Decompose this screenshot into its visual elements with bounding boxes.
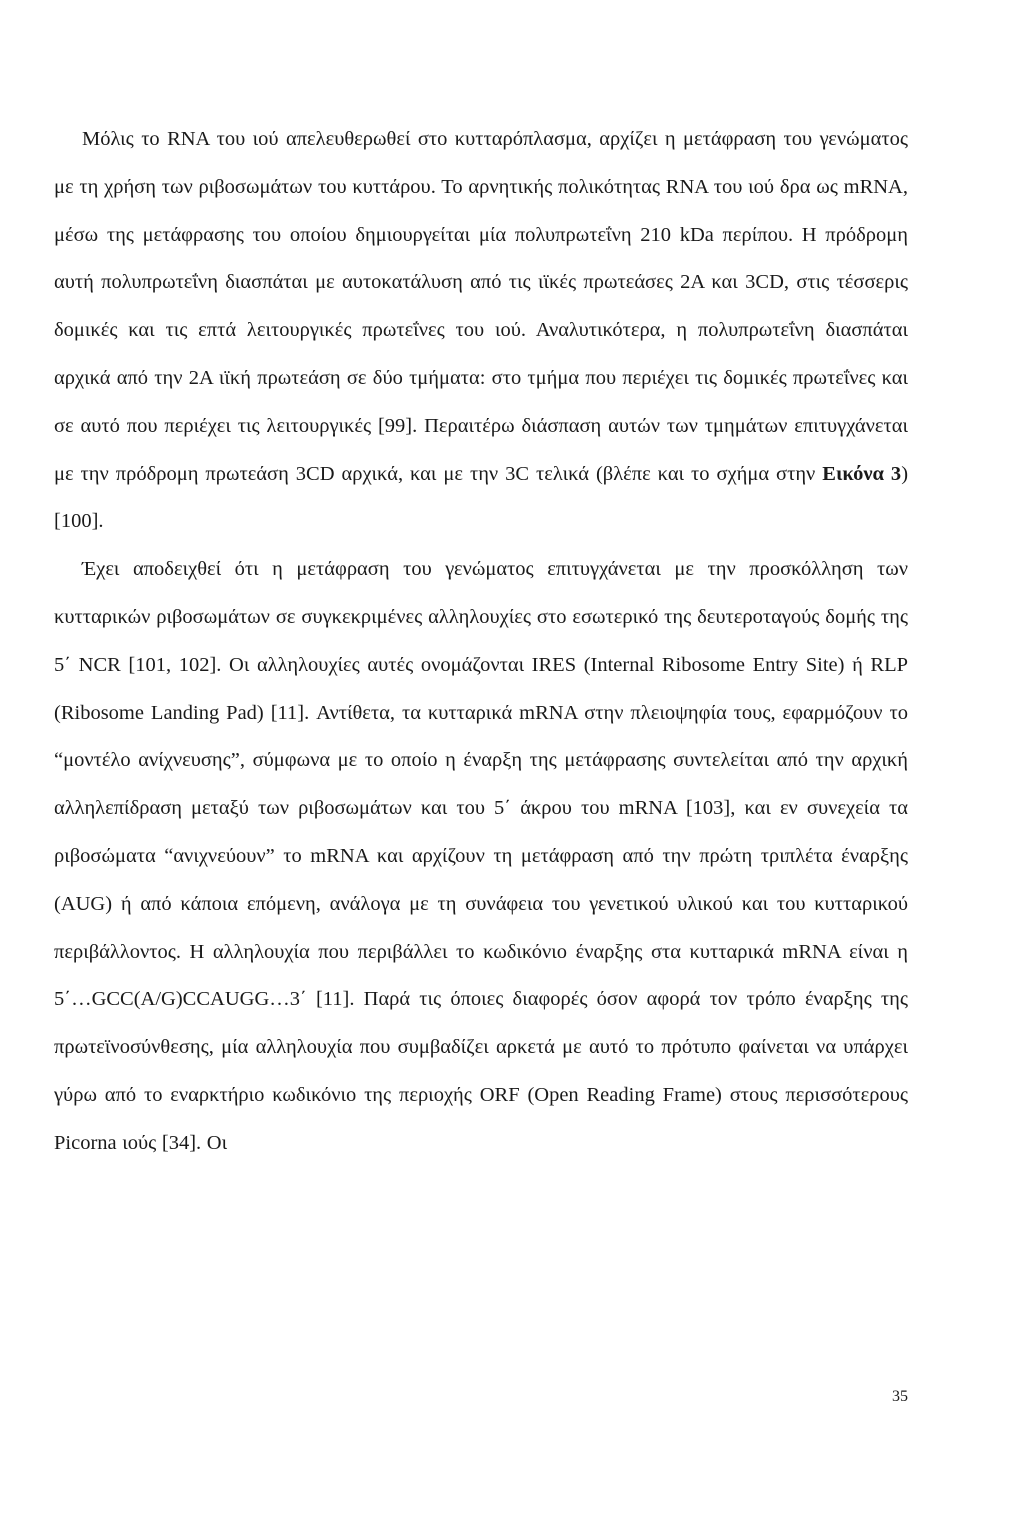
document-page: [54, 116, 908, 1168]
paragraph-1-ending: ) [100].: [54, 462, 909, 533]
paragraph-1: [54, 116, 908, 546]
figure-reference: Εικόνα 3: [822, 462, 902, 485]
page-number: 35: [892, 1388, 908, 1405]
paragraph-1-text: Μόλις το RNA του ιού απελευθερωθεί στο κυτταρόπλασμα, αρχίζει η μετάφραση του γενώματος με τη χρήση των ριβοσωμάτων του κυττάρου. Το αρνητικής πολικότητας RNA του ιού δρα ως mRNA, μέσω της μετάφρασης του οποίου δημιουργείται μία πολυπρωτεΐνη 210 kDa περίπου. Η πρόδρομη αυτή πολυπρωτεΐνη διασπάται με αυτοκατάλυση από τις ιϊκές πρωτεάσες 2A και 3CD, στις τέσσερις δομικές και τις επτά λειτουργικές πρωτεΐνες του ιού. Αναλυτικότερα, η πολυπρωτεΐνη διασπάται αρχικά από την 2A ιϊκή πρωτεάση σε δύο τμήματα: στο τμήμα που περιέχει τις δομικές πρωτεΐνες και σε αυτό που περιέχει τις λειτουργικές [99]. Περαιτέρω διάσπαση αυτών των τμημάτων επιτυγχάνεται με την πρόδρομη πρωτεάση 3CD αρχικά, και με την 3C τελικά (βλέπε και το σχήμα στην: [54, 128, 908, 485]
paragraph-2: Έχει αποδειχθεί ότι η μετάφραση του γενώματος επιτυγχάνεται με την προσκόλληση των κυτταρικών ριβοσωμάτων σε συγκεκριμένες αλληλουχίες στο εσωτερικό της δευτεροταγούς δομής της 5΄ NCR [101, 102]. Οι αλληλουχίες αυτές ονομάζονται IRES (Internal Ribosome Entry Site) ή RLP (Ribosome Landing Pad) [11]. Αντίθετα, τα κυτταρικά mRNA στην πλειοψηφία τους, εφαρμόζουν το “μοντέλο ανίχνευσης”, σύμφωνα με το οποίο η έναρξη της μετάφρασης συντελείται από την αρχική αλληλεπίδραση μεταξύ των ριβοσωμάτων και του 5΄ άκρου του mRNA [103], και εν συνεχεία τα ριβοσώματα “ανιχνεύουν” το mRNA και αρχίζουν τη μετάφραση από την πρώτη τριπλέτα έναρξης (AUG) ή από κάποια επόμενη, ανάλογα με τη συνάφεια του γενετικού υλικού και του κυτταρικού περιβάλλοντος. Η αλληλουχία που περιβάλλει το κωδικόνιο έναρξης στα κυτταρικά mRNA είναι η 5΄…GCC(A/G)CCAUGG…3΄ [11]. Παρά τις όποιες διαφορές όσον αφορά τον τρόπο έναρξης της πρωτεϊνοσύνθεσης, μία αλληλουχία που συμβαδίζει αρκετά με αυτό το πρότυπο φαίνεται να υπάρχει γύρω από το εναρκτήριο κωδικόνιο της περιοχής ORF (Open Reading Frame) στους περισσότερους Picorna ιούς [34]. Οι: [54, 558, 908, 1154]
